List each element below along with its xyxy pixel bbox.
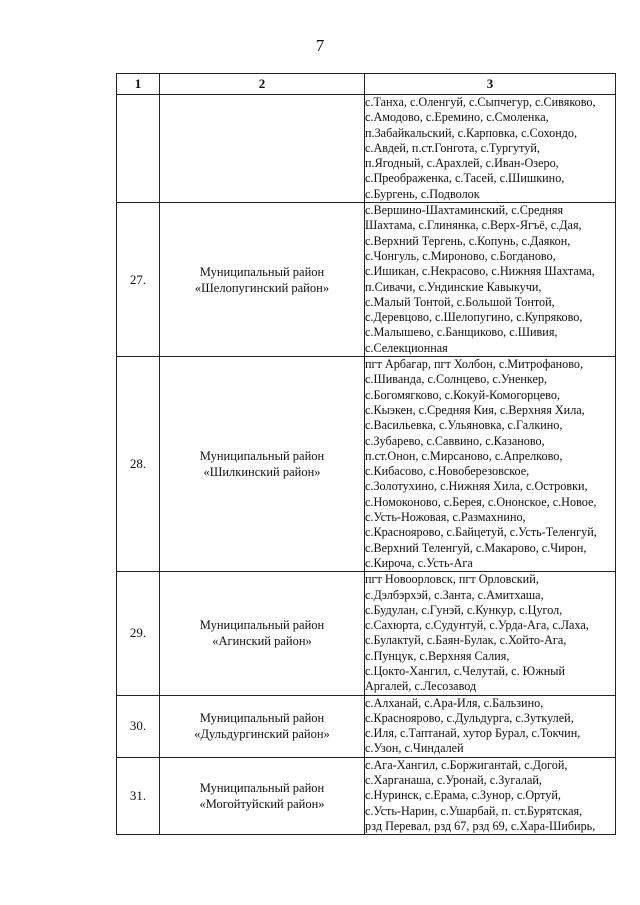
settlements-table [116, 73, 616, 835]
settlements-line: Шахтама, с.Глинянка, с.Верх-Ягъё, с.Дая, [365, 218, 582, 233]
column-header-3: 3 [365, 74, 616, 95]
district-name-cell [160, 357, 365, 572]
page-number: 7 [315, 36, 325, 55]
settlements-line: с.Кироча, с.Усть-Ага [365, 555, 473, 570]
column-header-2: 2 [160, 74, 365, 95]
settlements-line: с.Вершино-Шахтаминский, с.Средняя [365, 203, 564, 218]
settlements-line: с.Верхний Теленгуй, с.Макарово, с.Чирон, [365, 540, 587, 555]
settlements-line: с.Малый Тонтой, с.Большой Тонтой, [365, 294, 555, 309]
settlements-cell [365, 572, 616, 695]
settlements-line: с.Богомягково, с.Кокуй-Комогорцево, [365, 387, 560, 402]
settlements-line: с.Усть-Ножовая, с.Размахнино, [365, 510, 526, 525]
table-row [117, 695, 616, 757]
settlements-line: с.Нуринск, с.Ерама, с.Зунор, с.Ортуй, [365, 788, 561, 803]
settlements-line: с.Шиванда, с.Солнцево, с.Уненкер, [365, 372, 548, 387]
settlements-line: с.Будулан, с.Гунэй, с.Кункур, с.Цугол, [365, 602, 563, 617]
row-number: 27. [117, 203, 160, 357]
settlements-line: с.Авдей, п.ст.Гонгота, с.Тургутуй, [365, 140, 540, 155]
district-name-line: Муниципальный район [199, 711, 325, 726]
settlements-line: с.Красноярово, с.Дульдурга, с.Зуткулей, [365, 710, 574, 725]
settlements-line: с.Кыэкен, с.Средняя Кия, с.Верхняя Хила, [365, 402, 585, 417]
settlements-line: с.Усть-Нарин, с.Ушарбай, п. ст.Бурятская, [365, 803, 583, 818]
settlements-line: с.Малышево, с.Банщиково, с.Шивия, [365, 325, 558, 340]
settlements-line: с.Узон, с.Чиндалей [365, 741, 464, 756]
settlements-line: с.Амодово, с.Еремино, с.Смоленка, [365, 110, 549, 125]
settlements-line: с.Ага-Хангил, с.Боржигантай, с.Догой, [365, 757, 568, 772]
settlements-line: с.Золотухино, с.Нижняя Хила, с.Островки, [365, 479, 588, 494]
district-name-line: «Шилкинский район» [203, 465, 321, 480]
settlements-line: с.Ишикан, с.Некрасово, с.Нижняя Шахтама, [365, 264, 595, 279]
settlements-line: с.Преображенка, с.Тасей, с.Шишкино, [365, 171, 565, 186]
settlements-line: с.Цокто-Хангил, с.Челутай, с. Южный [365, 663, 565, 678]
settlements-line: с.Селекционная [365, 340, 448, 355]
settlements-line: с.Пунцук, с.Верхняя Салия, [365, 648, 510, 663]
table-row [117, 757, 616, 834]
district-name-line: Муниципальный район [199, 449, 325, 464]
settlements-line: п.Ягодный, с.Арахлей, с.Иван-Озеро, [365, 156, 559, 171]
settlements-cell [365, 695, 616, 757]
settlements-line: Аргалей, с.Лесозавод [365, 679, 477, 694]
settlements-line: с.Васильевка, с.Ульяновка, с.Галкино, [365, 418, 563, 433]
district-name-cell [160, 695, 365, 757]
table-row [117, 357, 616, 572]
row-number: 31. [117, 757, 160, 834]
district-name-cell [160, 95, 365, 203]
table-row [117, 203, 616, 357]
district-name-line: «Агинский район» [212, 634, 312, 649]
settlements-line: с.Дэлбэрхэй, с.Занта, с.Амитхаша, [365, 587, 544, 602]
column-header-1: 1 [117, 74, 160, 95]
settlements-line: пгт Арбагар, пгт Холбон, с.Митрофаново, [365, 357, 584, 372]
settlements-cell [365, 95, 616, 203]
settlements-line: п.Сивачи, с.Ундинские Кавыкучи, [365, 279, 542, 294]
settlements-line: пгт Новоорловск, пгт Орловский, [365, 572, 539, 587]
district-name-line: Муниципальный район [199, 264, 325, 279]
settlements-line: с.Харганаша, с.Уронай, с.Зугалай, [365, 773, 542, 788]
row-number: 30. [117, 695, 160, 757]
settlements-line: с.Чонгуль, с.Мироново, с.Богданово, [365, 248, 556, 263]
district-name-cell [160, 203, 365, 357]
row-number [117, 95, 160, 203]
settlements-line: с.Алханай, с.Ара-Иля, с.Бальзино, [365, 695, 544, 710]
settlements-line: с.Зубарево, с.Саввино, с.Казаново, [365, 433, 545, 448]
district-name-cell [160, 572, 365, 695]
settlements-line: с.Танха, с.Оленгуй, с.Сыпчегур, с.Сивяково, [365, 95, 596, 109]
district-name-line: «Шелопугинский район» [194, 280, 330, 295]
settlements-line: п.Забайкальский, с.Карповка, с.Сохондо, [365, 125, 578, 140]
settlements-line: с.Номоконово, с.Берея, с.Ононское, с.Новое, [365, 494, 597, 509]
settlements-line: с.Деревцово, с.Шелопугино, с.Купряково, [365, 310, 583, 325]
district-name-line: Муниципальный район [199, 618, 325, 633]
settlements-line: с.Бургень, с.Подволок [365, 186, 480, 201]
district-name-line: «Могойтуйский район» [199, 797, 325, 811]
settlements-line: с.Сахюрта, с.Судунтуй, с.Урда-Ага, с.Лаха, [365, 618, 589, 633]
district-name-line: Муниципальный район [199, 781, 325, 795]
district-name-cell [160, 757, 365, 834]
settlements-line: с.Булактуй, с.Баян-Булак, с.Хойто-Ага, [365, 633, 567, 648]
settlements-line: с.Красноярово, с.Байцетуй, с.Усть-Теленгуй, [365, 525, 597, 540]
settlements-line: рзд Перевал, рзд 67, рзд 69, с.Хара-Шибирь, [365, 818, 596, 833]
settlements-cell [365, 203, 616, 357]
settlements-line: с.Верхний Тергень, с.Копунь, с.Даякон, [365, 233, 571, 248]
row-number: 29. [117, 572, 160, 695]
settlements-cell [365, 757, 616, 834]
table-header-row [117, 74, 616, 95]
settlements-line: с.Иля, с.Таптанай, хутор Бурал, с.Токчин, [365, 726, 581, 741]
table-row [117, 572, 616, 695]
settlements-cell [365, 357, 616, 572]
settlements-line: п.ст.Онон, с.Мирсаново, с.Апрелково, [365, 448, 563, 463]
district-name-line: «Дульдургинский район» [194, 727, 330, 742]
table-row [117, 95, 616, 203]
row-number: 28. [117, 357, 160, 572]
settlements-line: с.Кибасово, с.Новоберезовское, [365, 464, 530, 479]
